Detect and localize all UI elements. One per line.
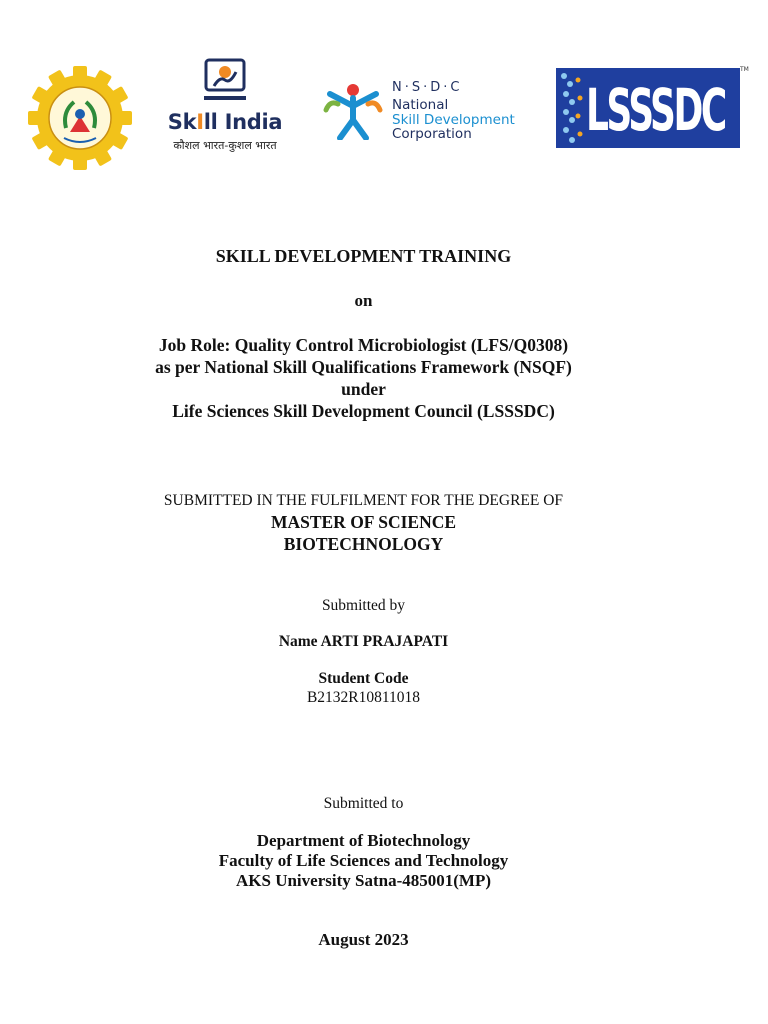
nsdc-line-corporation: Corporation	[392, 126, 472, 142]
job-role: Job Role: Quality Control Microbiologist (LFS/Q0308)	[158, 335, 569, 355]
skill-india-emblem	[202, 58, 248, 106]
on-label: on	[354, 291, 373, 310]
department: Department of Biotechnology	[256, 831, 471, 850]
submitted-for: SUBMITTED IN THE FULFILMENT FOR THE DEGREE OF	[163, 492, 564, 509]
student-code: B2132R10811018	[306, 689, 421, 706]
degree: MASTER OF SCIENCE	[270, 512, 457, 532]
submitted-by-label: Submitted by	[321, 597, 406, 614]
nsdc-emblem	[320, 80, 386, 140]
student-code-label: Student Code	[318, 670, 409, 687]
nsdc-line-national: National	[392, 97, 449, 113]
document-title: SKILL DEVELOPMENT TRAINING	[215, 246, 512, 266]
skill-india-tagline: कौशल भारत-कुशल भारत	[173, 139, 277, 152]
subject: BIOTECHNOLOGY	[283, 534, 444, 554]
framework: as per National Skill Qualifications Framework (NSQF)	[155, 357, 572, 377]
under-label: under	[341, 379, 386, 399]
nsdc-line-skill-development: Skill Development	[392, 112, 515, 128]
aks-university-seal	[28, 66, 132, 170]
submission-date: August 2023	[318, 930, 409, 949]
university: AKS University Satna-485001(MP)	[236, 871, 491, 890]
submitted-to-label: Submitted to	[323, 795, 404, 812]
council: Life Sciences Skill Development Council (LSSSDC)	[172, 401, 555, 421]
faculty: Faculty of Life Sciences and Technology	[218, 851, 509, 870]
skill-india-wordmark: SkIll India	[167, 110, 283, 134]
student-name: Name ARTI PRAJAPATI	[278, 633, 449, 650]
logo-row	[0, 0, 768, 170]
lsssdc-trademark: TM	[740, 66, 749, 73]
lsssdc-wordmark: LSSSDC	[586, 76, 725, 144]
nsdc-abbreviation: N·S·D·C	[392, 80, 463, 95]
